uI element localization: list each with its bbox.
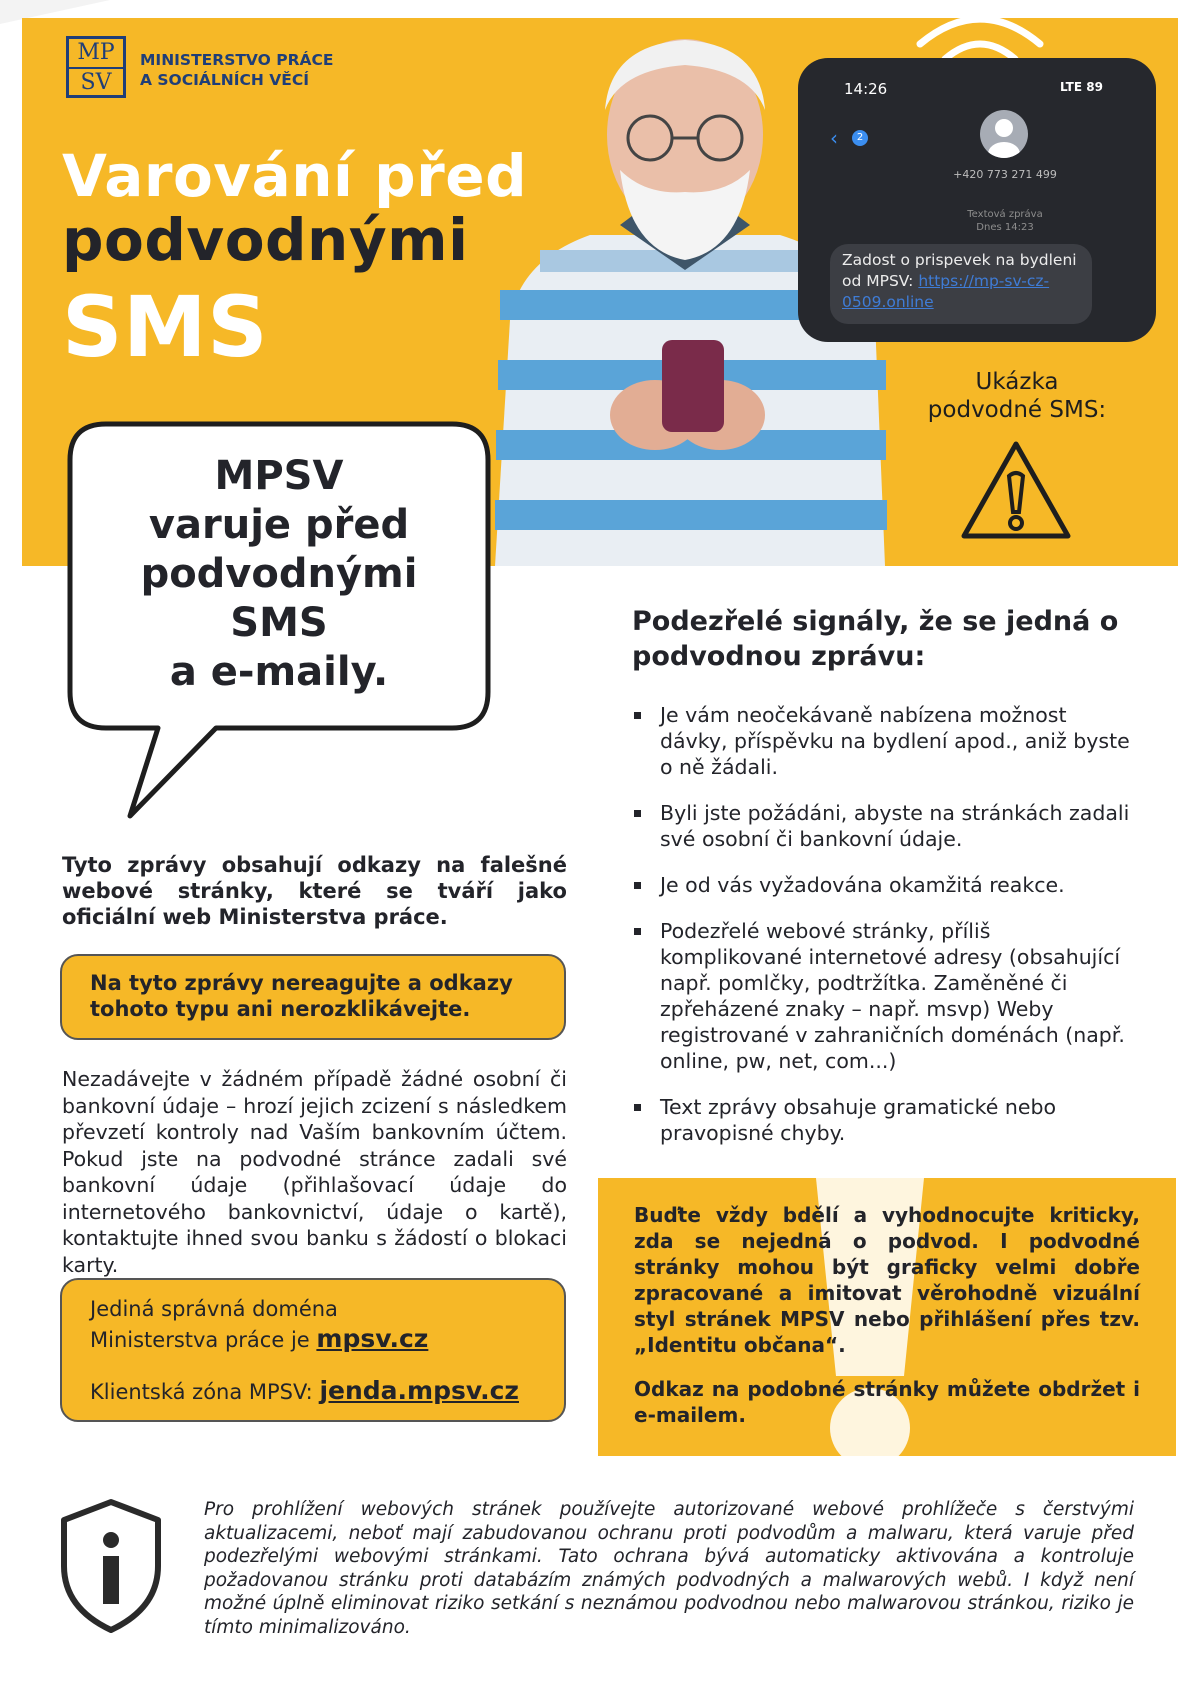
client-zone-link[interactable]: jenda.mpsv.cz (319, 1376, 519, 1405)
avatar-icon (980, 110, 1028, 158)
phone-message-text: Zadost o prispevek na bydleni od MPSV: (842, 251, 1077, 290)
client-zone (90, 1376, 519, 1405)
list-item (632, 702, 1132, 780)
bullet-square-icon (634, 1104, 641, 1111)
phone-message-link[interactable]: https://mp-sv-cz-0509.online (842, 272, 1050, 311)
signal-text: Je od vás vyžadována okamžitá reakce. (660, 873, 1065, 897)
official-domain-line2 (90, 1324, 428, 1355)
page-title-line3: SMS (62, 278, 269, 376)
browser-security-note: Pro prohlížení webových stránek používejte autorizované webové prohlížeče s čerstvými aktualizacemi, neboť mají zabudovanou ochranu proti podvodům a malwaru, která varuje před podezřelými webovými stránkami. Tato ochrana bývá automaticky aktivována a kontroluje požadovanou stránku proti databázím známých podvodných a malwarových webů. I když není možné úplně eliminovat riziko setkání s neznámou podvodnou nebo malwarovou stránkou, riziko je tímto minimalizováno. (204, 1499, 1134, 1638)
list-item (632, 872, 1132, 898)
signal-text: Byli jste požádáni, abyste na stránkách zadali své osobní či bankovní údaje. (660, 801, 1130, 851)
warning-triangle-icon (958, 438, 1074, 542)
vigilance-text: Buďte vždy bdělí a vyhodnocujte kriticky, zda se nejedná o podvod. I podvodné stránky mohou být graficky velmi dobře zpracované a imitovat věrohodně vizuální styl stránek MPSV nebo přihlášení přes tzv. „Identitu občana“. (634, 1203, 1140, 1357)
list-item (632, 1094, 1132, 1146)
bullet-square-icon (634, 882, 641, 889)
logo-mark-bottom: SV (80, 70, 112, 95)
signals-title: Podezřelé signály, že se jedná o podvodnou zprávu: (632, 606, 1119, 672)
signal-text: Podezřelé webové stránky, příliš komplikované internetové adresy (obsahující např. pomlčky, podtržítka. Zaměněné či zpřeházené znaky – např. msvp) Weby registrované v zahraničních doménách (např. online, pw, net, com...) (660, 919, 1125, 1073)
signal-text: Text zprávy obsahuje gramatické nebo pravopisné chyby. (660, 1095, 1057, 1145)
phone-time: 14:26 (844, 80, 888, 98)
bubble-line2: varuje před (148, 502, 410, 548)
logo-line1: MINISTERSTVO PRÁCE (140, 51, 334, 69)
bullet-square-icon (634, 928, 641, 935)
list-item (632, 918, 1132, 1074)
bullet-square-icon (634, 712, 641, 719)
do-not-react-text: Na tyto zprávy nereagujte a odkazy tohoto typu ani nerozklikávejte. (90, 971, 513, 1021)
vigilance-email-text: Odkaz na podobné stránky můžete obdržet i e-mailem. (634, 1377, 1140, 1427)
phone-message-meta (935, 208, 1075, 234)
bubble-line5: a e-maily. (169, 649, 389, 695)
sample-sms-label: Ukázka podvodné SMS: (927, 369, 1107, 423)
phone-message-date: Dnes 14:23 (976, 222, 1034, 233)
official-domain (90, 1294, 428, 1355)
logo-line2: A SOCIÁLNÍCH VĚCÍ (140, 71, 309, 89)
official-domain-line1: Jediná správná doména (90, 1297, 338, 1321)
logo-mark-top: MP (69, 39, 123, 69)
bubble-line3: podvodnými (140, 551, 418, 597)
intro-text: Tyto zprávy obsahují odkazy na falešné webové stránky, které se tváří jako oficiální web Ministerstva práce. (62, 853, 567, 929)
client-zone-prefix: Klientská zóna MPSV: (90, 1380, 313, 1404)
phone-message-type: Textová zpráva (967, 209, 1043, 220)
bubble-text (66, 452, 492, 697)
list-item (632, 800, 1132, 852)
official-domain-prefix: Ministerstva práce je (90, 1328, 310, 1352)
official-domain-link[interactable]: mpsv.cz (316, 1324, 429, 1353)
phone-sender-number: +420 773 271 499 (953, 168, 1057, 181)
info-shield-icon (56, 1496, 166, 1636)
bullet-square-icon (634, 810, 641, 817)
phone-status: LTE 89 (1060, 80, 1103, 94)
page-title-line1: Varování před (62, 142, 528, 210)
bubble-line4: SMS (230, 600, 328, 646)
mpsv-logo (66, 36, 126, 98)
bubble-line1: MPSV (214, 453, 344, 499)
logo-text (140, 50, 333, 90)
phone-back-icon[interactable]: ‹ (830, 126, 838, 150)
advice-paragraph: Nezadávejte v žádném případě žádné osobní či bankovní údaje – hrozí jejich zcizení s následkem převzetí kontroly nad Vaším bankovním účtem. Pokud jste na podvodné stránce zadali své bankovní údaje (přihlašovací údaje do internetového bankovnictví, údaje o kartě), kontaktujte ihned svou banku s žádostí o blokaci karty. (62, 1067, 567, 1277)
phone-back-count: 2 (852, 130, 868, 146)
page-title-line2: podvodnými (62, 206, 469, 274)
signal-text: Je vám neočekávaně nabízena možnost dávky, příspěvku na bydlení apod., aniž byste o ně žádali. (660, 703, 1130, 779)
phone-message (842, 250, 1088, 313)
